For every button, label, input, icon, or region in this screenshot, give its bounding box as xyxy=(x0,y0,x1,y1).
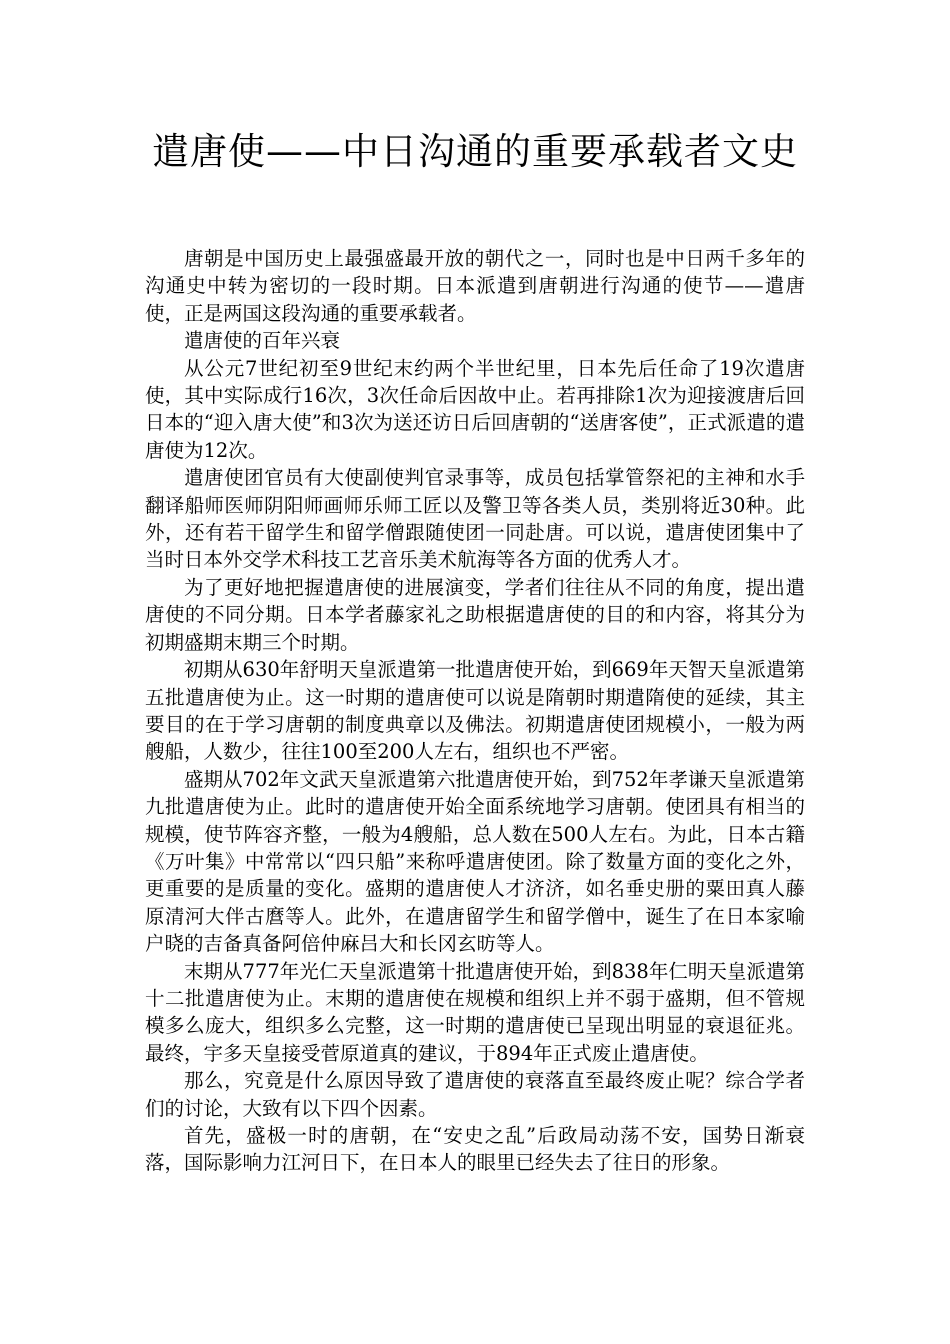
paragraph-late-period: 末期从777年光仁天皇派遣第十批遣唐使开始，到838年仁明天皇派遣第十二批遣唐使为止。末期的遣唐使在规模和组织上并不弱于盛期，但不管规模多么庞大，组织多么完整，这一时期的遣唐使已呈现出明显的衰退征兆。最终，宇多天皇接受菅原道真的建议，于894年正式废止遣唐使。 xyxy=(145,959,805,1065)
paragraph-first-factor: 首先，盛极一时的唐朝，在“安史之乱”后政局动荡不安，国势日渐衰落，国际影响力江河日下，在日本人的眼里已经失去了往日的形象。 xyxy=(145,1124,805,1175)
paragraph-mission-members: 遣唐使团官员有大使副使判官录事等，成员包括掌管祭祀的主神和水手翻译船师医师阴阳师画师乐师工匠以及警卫等各类人员，类别将近30种。此外，还有若干留学生和留学僧跟随使团一同赴唐。可以说，遣唐使团集中了当时日本外交学术科技工艺音乐美术航海等各方面的优秀人才。 xyxy=(145,466,805,572)
paragraph-question: 那么，究竟是什么原因导致了遣唐使的衰落直至最终废止呢？综合学者们的讨论，大致有以下四个因素。 xyxy=(145,1069,805,1120)
paragraph-missions-count: 从公元7世纪初至9世纪末约两个半世纪里，日本先后任命了19次遣唐使，其中实际成行16次，3次任命后因故中止。若再排除1次为迎接渡唐后回日本的“迎入唐大使”和3次为送还访日后回唐朝的“送唐客使”，正式派遣的遣唐使为12次。 xyxy=(145,356,805,462)
document-title: 遣唐使——中日沟通的重要承载者文史 xyxy=(152,130,798,173)
paragraph-periodization: 为了更好地把握遣唐使的进展演变，学者们往往从不同的角度，提出遣唐使的不同分期。日本学者藤家礼之助根据遣唐使的目的和内容，将其分为初期盛期末期三个时期。 xyxy=(145,575,805,654)
paragraph-early-period: 初期从630年舒明天皇派遣第一批遣唐使开始，到669年天智天皇派遣第五批遣唐使为止。这一时期的遣唐使可以说是隋朝时期遣隋使的延续，其主要目的在于学习唐朝的制度典章以及佛法。初期遣唐使团规模小，一般为两艘船，人数少，往往100至200人左右，组织也不严密。 xyxy=(145,658,805,764)
paragraph-intro: 唐朝是中国历史上最强盛最开放的朝代之一，同时也是中日两千多年的沟通史中转为密切的一段时期。日本派遣到唐朝进行沟通的使节——遣唐使，正是两国这段沟通的重要承载者。 xyxy=(145,247,805,325)
paragraph-peak-period: 盛期从702年文武天皇派遣第六批遣唐使开始，到752年孝谦天皇派遣第九批遣唐使为止。此时的遣唐使开始全面系统地学习唐朝。使团具有相当的规模，使节阵容齐整，一般为4艘船，总人数在500人左右。为此，日本古籍《万叶集》中常常以“四只船”来称呼遣唐使团。除了数量方面的变化之外，更重要的是质量的变化。盛期的遣唐使人才济济，如名垂史册的粟田真人藤原清河大伴古麿等人。此外，在遣唐留学生和留学僧中，诞生了在日本家喻户晓的吉备真备阿倍仲麻吕大和长冈玄昉等人。 xyxy=(145,767,805,956)
section-heading: 遣唐使的百年兴衰 xyxy=(184,329,341,353)
document-body xyxy=(145,245,805,1177)
